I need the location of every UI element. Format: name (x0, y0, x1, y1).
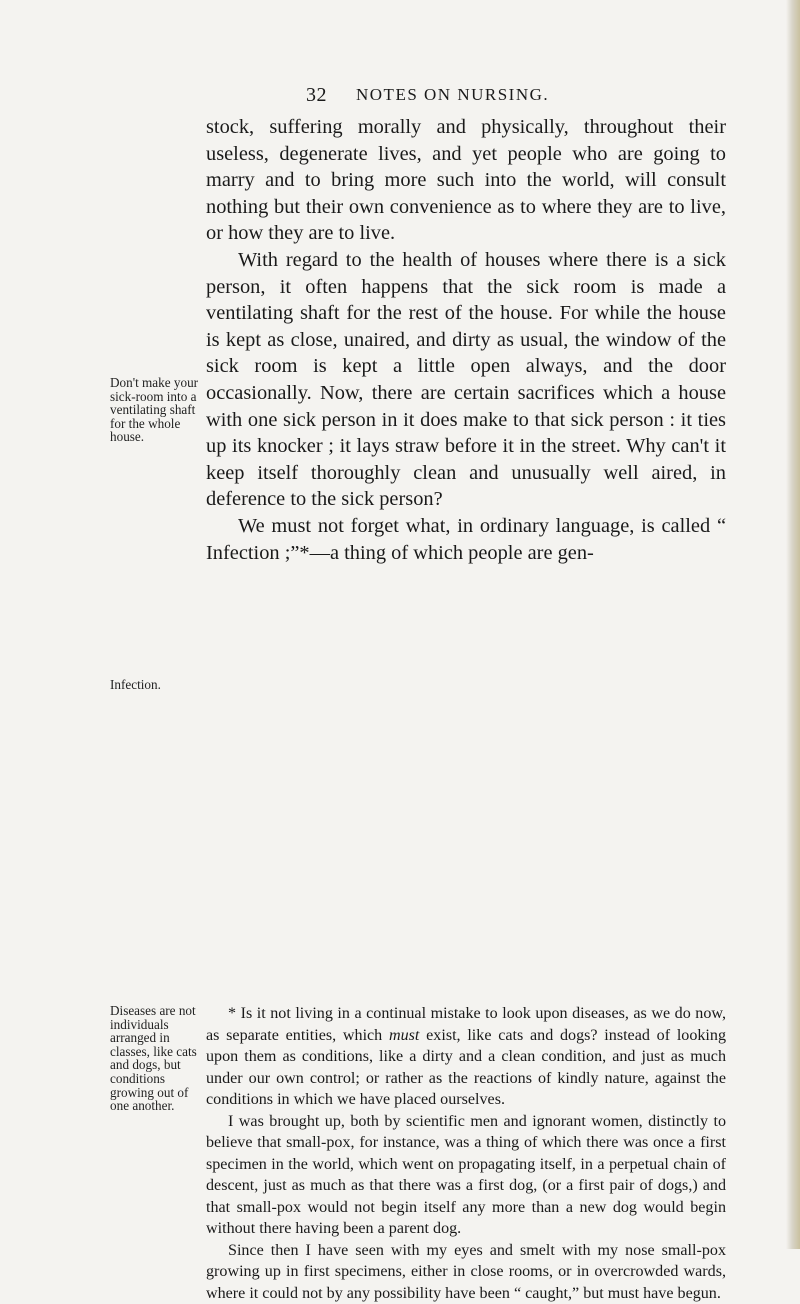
footnote-emphasis: must (389, 1027, 419, 1044)
footnote-text-b: exist, like cats and dogs? instead of looking upon them as conditions, like a dirty and a clean condition, and just as much under our own control; or rather as the reactions of kindly nature, against the conditions in which we have placed ourselves. (206, 1027, 726, 1109)
footnote-paragraph-2: I was brought up, both by scientific men and ignorant women, distinctly to believe that small-pox, for instance, was a thing of which there was once a first specimen in the world, which went on propagating itself, in a perpetual chain of descent, just as much as that there was a first dog, (or a first pair of dogs,) and that small-pox would not begin itself any more than a new dog would begin without there having been a parent dog. (206, 1111, 726, 1240)
paragraph-continuation: stock, suffering morally and physically, throughout their useless, degenerate lives, and yet people who are going to marry and to bring more such into the world, will consult nothing but their own convenience as to where they are to live, or how they are to live. (206, 114, 726, 247)
paragraph-infection: We must not forget what, in ordinary language, is called “ Infection ;”*—a thing of which people are gen- (206, 513, 726, 566)
footnote-paragraph-1 (206, 1003, 726, 1111)
footnote-text-a: * Is it not living in a continual mistake to look upon diseases, as we do now, as separate entities, which (206, 1005, 726, 1044)
footnote-paragraph-3: Since then I have seen with my eyes and smelt with my nose small-pox growing up in first specimens, either in close rooms, or in overcrowded wards, where it could not by any possibility have been “ caught,” but must have begun. (206, 1240, 726, 1304)
page-number: 32 (306, 84, 327, 107)
page-edge (786, 0, 800, 1249)
main-body-text (206, 114, 726, 566)
margin-note-diseases: Diseases are not individuals arranged in classes, like cats and dogs, but conditions growing out of one another. (110, 1004, 210, 1113)
margin-note-ventilating-shaft: Don't make your sick-room into a ventilating shaft for the whole house. (110, 376, 210, 444)
footnote (206, 1003, 726, 1304)
paragraph-sick-room: With regard to the health of houses where there is a sick person, it often happens that the sick room is made a ventilating shaft for the rest of the house. For while the house is kept as close, unaired, and dirty as usual, the window of the sick room is kept a little open always, and the door occasionally. Now, there are certain sacrifices which a house with one sick person in it does make to that sick person : it ties up its knocker ; it lays straw before it in the street. Why can't it keep itself thoroughly clean and unusually well aired, in deference to the sick person? (206, 247, 726, 513)
page-header (0, 84, 800, 108)
margin-note-infection: Infection. (110, 678, 210, 692)
running-title: NOTES ON NURSING. (356, 85, 549, 105)
